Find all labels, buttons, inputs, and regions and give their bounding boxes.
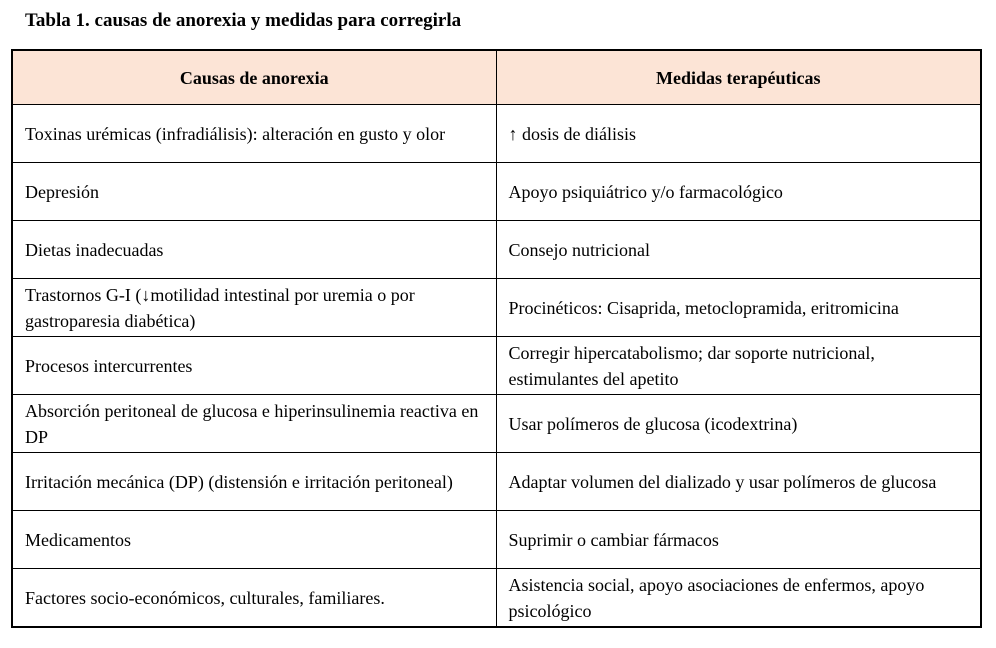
table-row bbox=[12, 453, 981, 511]
cause-cell: Medicamentos bbox=[12, 511, 496, 569]
table-row bbox=[12, 511, 981, 569]
measure-cell: ↑ dosis de diálisis bbox=[496, 105, 981, 163]
cause-cell: Depresión bbox=[12, 163, 496, 221]
table-header-row bbox=[12, 50, 981, 105]
anorexia-table bbox=[11, 49, 982, 628]
cause-cell: Dietas inadecuadas bbox=[12, 221, 496, 279]
header-measures: Medidas terapéuticas bbox=[496, 50, 981, 105]
table-caption: Tabla 1. causas de anorexia y medidas para corregirla bbox=[25, 10, 462, 31]
cause-cell: Procesos intercurrentes bbox=[12, 337, 496, 395]
cause-cell: Irritación mecánica (DP) (distensión e irritación peritoneal) bbox=[12, 453, 496, 511]
measure-cell: Consejo nutricional bbox=[496, 221, 981, 279]
cause-cell: Trastornos G-I (↓motilidad intestinal por uremia o por gastroparesia diabética) bbox=[12, 279, 496, 337]
table-row bbox=[12, 163, 981, 221]
table-row bbox=[12, 337, 981, 395]
cause-cell: Toxinas urémicas (infradiálisis): alteración en gusto y olor bbox=[12, 105, 496, 163]
cause-cell: Absorción peritoneal de glucosa e hiperinsulinemia reactiva en DP bbox=[12, 395, 496, 453]
header-causes: Causas de anorexia bbox=[12, 50, 496, 105]
table-row bbox=[12, 569, 981, 628]
measure-cell: Procinéticos: Cisaprida, metoclopramida, eritromicina bbox=[496, 279, 981, 337]
measure-cell: Apoyo psiquiátrico y/o farmacológico bbox=[496, 163, 981, 221]
measure-cell: Asistencia social, apoyo asociaciones de enfermos, apoyo psicológico bbox=[496, 569, 981, 628]
measure-cell: Corregir hipercatabolismo; dar soporte nutricional, estimulantes del apetito bbox=[496, 337, 981, 395]
cause-cell: Factores socio-económicos, culturales, familiares. bbox=[12, 569, 496, 628]
measure-cell: Suprimir o cambiar fármacos bbox=[496, 511, 981, 569]
table-row bbox=[12, 221, 981, 279]
measure-cell: Usar polímeros de glucosa (icodextrina) bbox=[496, 395, 981, 453]
measure-cell: Adaptar volumen del dializado y usar polímeros de glucosa bbox=[496, 453, 981, 511]
table-row bbox=[12, 279, 981, 337]
table-row bbox=[12, 395, 981, 453]
table-row bbox=[12, 105, 981, 163]
